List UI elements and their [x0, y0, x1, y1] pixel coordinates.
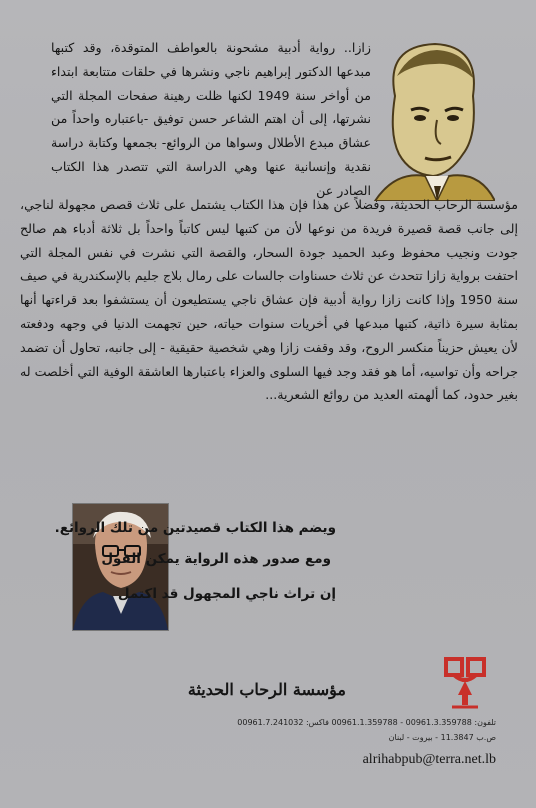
closing-line-2: ومع صدور هذه الرواية يمكن القول — [101, 551, 331, 567]
author-portrait-sketch — [355, 36, 495, 201]
closing-line-3: إن تراث ناجي المجهول قد اكتمل — [117, 586, 336, 602]
publisher-logo — [440, 655, 490, 710]
main-paragraph: مؤسسة الرحاب الحديثة، وفضلاً عن هذا فإن هذا الكتاب يشتمل على ثلاث قصص مجهولة لناجي، إلى جانب قصة قصيرة فريدة من نوعها لأن من كتبها ليس كاتباً واحداً بل ثلاثة أدباء هم صالح جودت ونجيب محفوظ وعبد الحميد جودة السحار، والقصة التي نشرت في نفس المجلة التي احتفت برواية زازا تتحدث عن ثلاث حسناوات جالسات على رمال بلاج جليم بالإسكندرية في صيف سنة 1950 وإذا كانت زازا رواية أدبية فإن عشاق ناجي يستطيعون أن يستشفوا بعد قراءتها أنها بمثابة سيرة ذاتية، كتبها مبدعها في أخريات سنوات حياته، حين تجهمت الدنيا في وجهه ودفعته لأن يعيش حزيناً منكسر الروح، وقد وقفت زازا وهي شخصية حقيقية - إلى جانبه، تحاول أن تضمد جراحه وأن تواسيه، أما هو فقد وجد فيها السلوى والعزاء باعتبارها العاشقة الوفية التي أخلصت له بغير حدود، كما ألهمته العديد من روائع الشعرية... — [20, 197, 519, 403]
publisher-name: مؤسسة الرحاب الحديثة — [187, 680, 346, 699]
publisher-phones: تلفون: 00961.3.359788 - 00961.1.359788 فاكس: 00961.7.241032 — [237, 718, 496, 727]
publisher-pobox: ص.ب 11.3847 - بيروت - لبنان — [388, 733, 496, 742]
publisher-email[interactable]: alrihabpub@terra.net.lb — [362, 752, 496, 767]
intro-paragraph: زازا.. رواية أدبية مشحونة بالعواطف المتوقدة، وقد كتبها مبدعها الدكتور إبراهيم ناجي ونشرها في حلقات متتابعة ابتداء من أواخر سنة 1949 لكنها ظلت رهينة صفحات المجلة التي نشرتها، إلى أن اهتم الشاعر حسن توفيق -باعتباره واحداً من عشاق مبدع الأطلال وسواها من الروائع- بجمعها وكتابة دراسة نقدية وإنسانية عنها وهي الدراسة التي تتصدر هذا الكتاب الصادر عن — [51, 40, 372, 198]
closing-line-1: ويضم هذا الكتاب قصيدتين من تلك الروائع. — [54, 520, 336, 536]
